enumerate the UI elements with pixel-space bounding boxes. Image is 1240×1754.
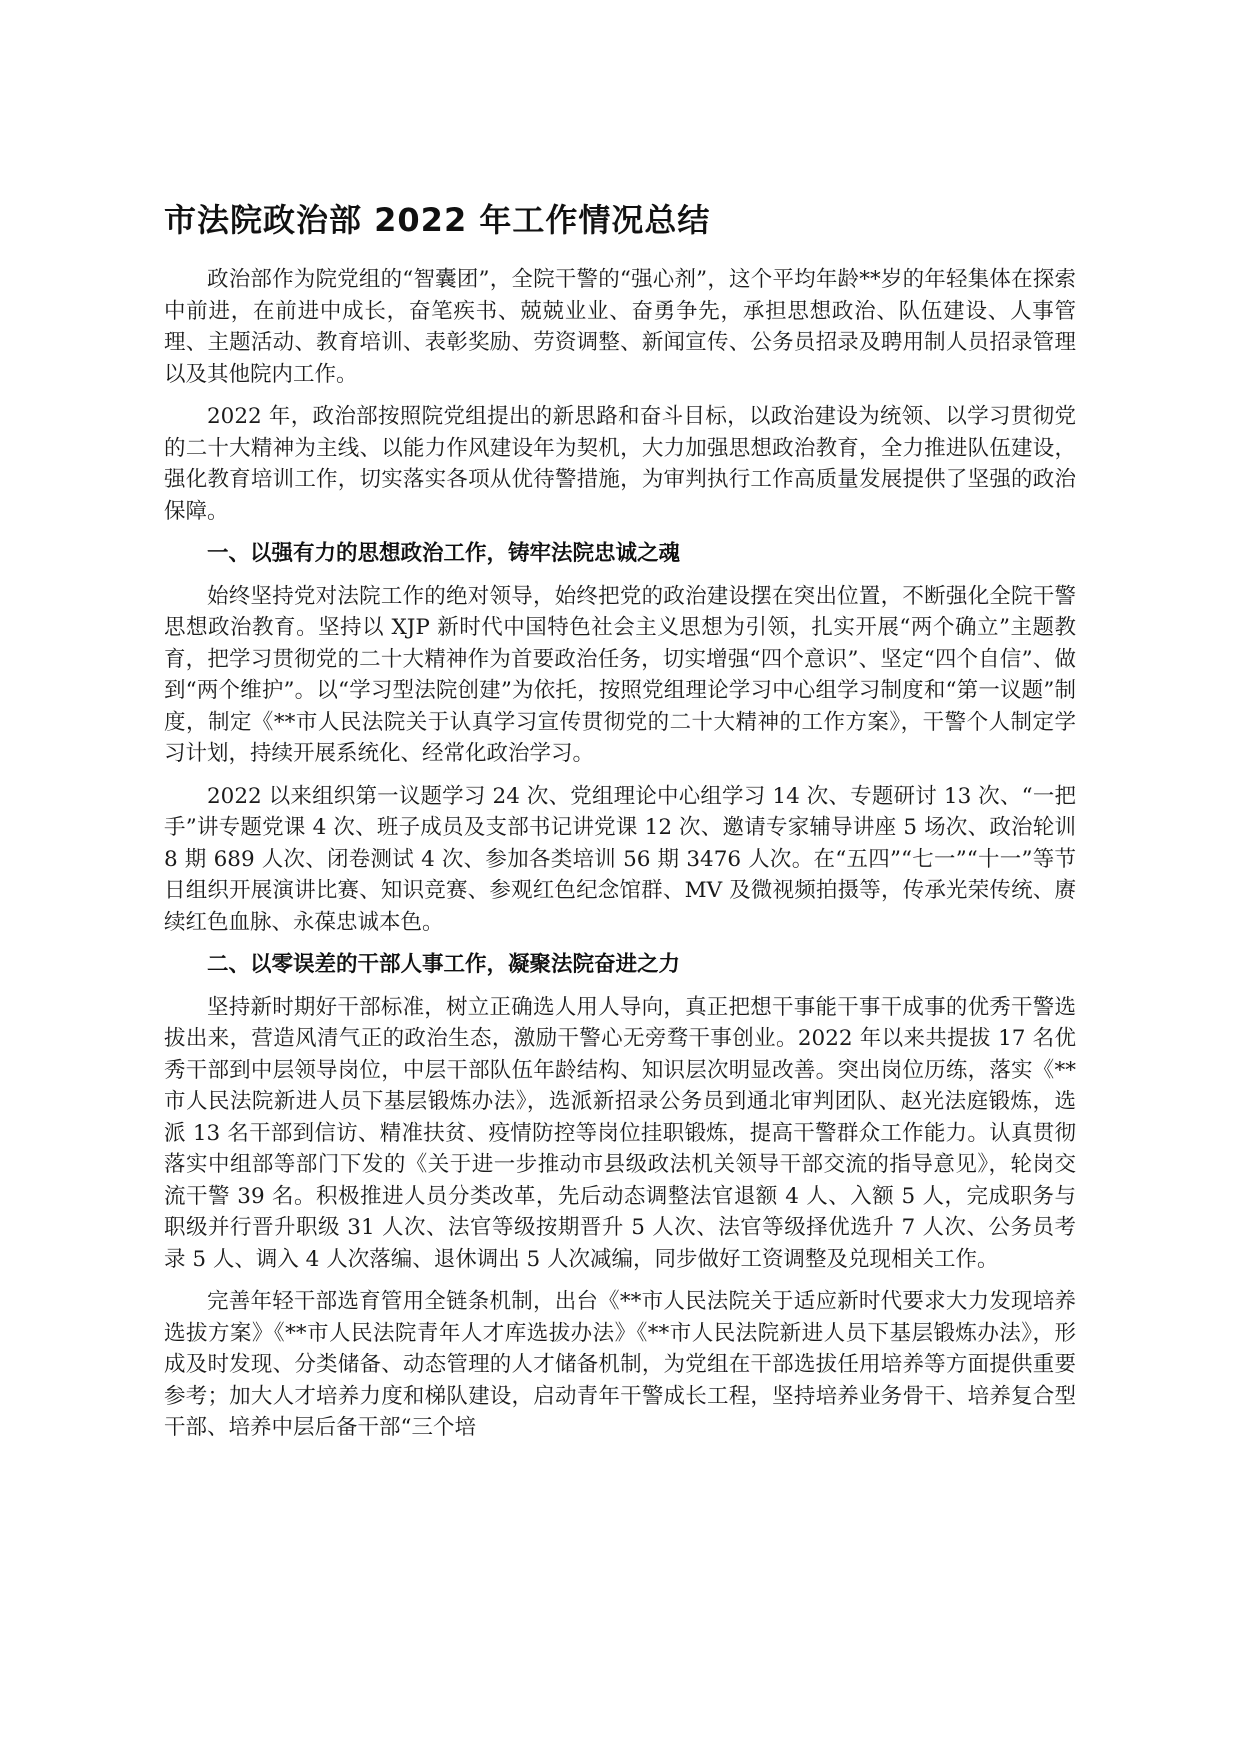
section-heading-2: 二、以零误差的干部人事工作，凝聚法院奋进之力 [207, 952, 681, 977]
paragraph-study-statistics: 2022 以来组织第一议题学习 24 次、党组理论中心组学习 14 次、专题研讨 13 次、“一把手”讲专题党课 4 次、班子成员及支部书记讲党课 12 次、邀请专家辅导讲座 5 场次、政治轮训 8 期 689 人次、闭卷测试 4 次、参加各类培训 56 期 3476 人次。在“五四”“七一”“十一”等节日组织开展演讲比赛、知识竞赛、参观红色纪念馆群、MV 及微视频拍摄等，传承光荣传统、赓续红色血脉、永葆忠诚本色。 [164, 783, 1076, 935]
paragraph-young-cadre-mechanism: 完善年轻干部选育管用全链条机制，出台《**市人民法院关于适应新时代要求大力发现培养选拔方案》《**市人民法院青年人才库选拔办法》《**市人民法院新进人员下基层锻炼办法》，形成及时发现、分类储备、动态管理的人才储备机制，为党组在干部选拔任用培养等方面提供重要参考；加大人才培养力度和梯队建设，启动青年干警成长工程，坚持培养业务骨干、培养复合型干部、培养中层后备干部“三个培 [164, 1289, 1076, 1440]
document-title: 市法院政治部 2022 年工作情况总结 [164, 201, 711, 239]
document-page [164, 196, 1076, 1455]
paragraph-overview-2022: 2022 年，政治部按照院党组提出的新思路和奋斗目标，以政治建设为统领、以学习贯彻党的二十大精神为主线、以能力作风建设年为契机，大力加强思想政治教育，全力推进队伍建设，强化教育培训工作，切实落实各项从优待警措施，为审判执行工作高质量发展提供了坚强的政治保障。 [164, 404, 1076, 524]
paragraph-intro: 政治部作为院党组的“智囊团”，全院干警的“强心剂”，这个平均年龄**岁的年轻集体在探索中前进，在前进中成长，奋笔疾书、兢兢业业、奋勇争先，承担思想政治、队伍建设、人事管理、主题活动、教育培训、表彰奖励、劳资调整、新闻宣传、公务员招录及聘用制人员招录管理以及其他院内工作。 [164, 267, 1076, 387]
paragraph-cadre-selection: 坚持新时期好干部标准，树立正确选人用人导向，真正把想干事能干事干成事的优秀干警选拔出来，营造风清气正的政治生态，激励干警心无旁骛干事创业。2022 年以来共提拔 17 名优秀干部到中层领导岗位，中层干部队伍年龄结构、知识层次明显改善。突出岗位历练，落实《**市人民法院新进人员下基层锻炼办法》，选派新招录公务员到通北审判团队、赵光法庭锻炼，选派 13 名干部到信访、精准扶贫、疫情防控等岗位挂职锻炼，提高干警群众工作能力。认真贯彻落实中组部等部门下发的《关于进一步推动市县级政法机关领导干部交流的指导意见》，轮岗交流干警 39 名。积极推进人员分类改革，先后动态调整法官退额 4 人、入额 5 人，完成职务与职级并行晋升职级 31 人次、法官等级按期晋升 5 人次、法官等级择优选升 7 人次、公务员考录 5 人、调入 4 人次落编、退休调出 5 人次减编，同步做好工资调整及兑现相关工作。 [164, 994, 1076, 1272]
paragraph-political-leadership: 始终坚持党对法院工作的绝对领导，始终把党的政治建设摆在突出位置，不断强化全院干警思想政治教育。坚持以 XJP 新时代中国特色社会主义思想为引领，扎实开展“两个确立”主题教育，把学习贯彻党的二十大精神作为首要政治任务，切实增强“四个意识”、坚定“四个自信”、做到“两个维护”。以“学习型法院创建”为依托，按照党组理论学习中心组学习制度和“第一议题”制度，制定《**市人民法院关于认真学习宣传贯彻党的二十大精神的工作方案》，干警个人制定学习计划，持续开展系统化、经常化政治学习。 [164, 583, 1076, 766]
section-heading-1: 一、以强有力的思想政治工作，铸牢法院忠诚之魂 [207, 541, 681, 566]
